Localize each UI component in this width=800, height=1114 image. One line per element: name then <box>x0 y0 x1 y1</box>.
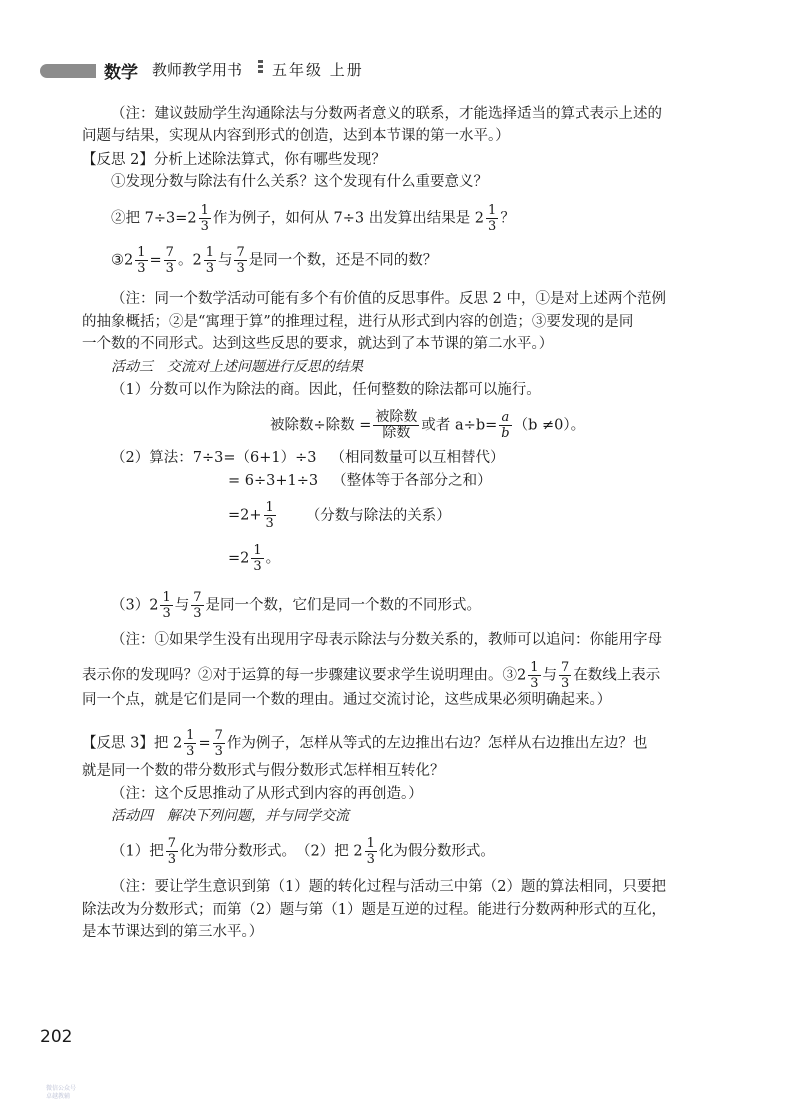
fraction-1-3: $\frac{1}{3}$ <box>162 590 171 621</box>
reflection3-line2: 就是同一个数的带分数形式与假分数形式怎样相互转化？ <box>82 763 445 779</box>
activity3-item2-line1: （2）算法：7÷3=（6+1）÷3 （相同数量可以互相替代） <box>111 450 505 466</box>
activity3-item2-line4: =2 $\frac{1}{3}$ 。 <box>228 543 281 574</box>
reflection2-q3: ③2 $\frac{1}{3}$ = $\frac{7}{3}$ 。2 $\frac{1}{3}$ 与 $\frac{7}{3}$ 是同一个数，还是不同的数？ <box>111 245 438 276</box>
note4-line2: 除法改为分数形式；而第（2）题与第（1）题是互逆的过程。能进行分数两种形式的互化， <box>82 902 666 918</box>
activity3-item3: （3）2 $\frac{1}{3}$ 与 $\frac{7}{3}$ 是同一个数，它们是同一个数的不同形式。 <box>111 590 482 621</box>
fraction-a-b: $\frac{a}{b}$ <box>501 410 510 441</box>
note1-line2: 问题与结果，实现从内容到形式的创造，达到本节课的第一水平。） <box>82 128 510 144</box>
note3-line2: 表示你的发现吗？②对于运算的每一步骤建议要求学生说明理由。③2 $\frac{1}{3}$ 与 $\frac{7}{3}$ 在数线上表示 <box>82 660 661 691</box>
fraction-1-3: $\frac{1}{3}$ <box>137 245 146 276</box>
fraction-1-3: $\frac{1}{3}$ <box>205 245 214 276</box>
fraction-1-3: $\frac{1}{3}$ <box>186 728 195 759</box>
activity3-item1: （1）分数可以作为除法的商。因此，任何整数的除法都可以施行。 <box>111 382 541 398</box>
fraction-1-3: $\frac{1}{3}$ <box>253 543 262 574</box>
watermark: 微信公众号 卓越教辅 <box>46 1085 77 1100</box>
fraction-dividend-divisor: $\frac{\text{被除数}}{\text{除数}}$ <box>375 409 418 441</box>
header-grade: 五年级 上册 <box>272 61 364 79</box>
fraction-1-3: $\frac{1}{3}$ <box>366 836 375 867</box>
activity3-item2-line3: =2+ $\frac{1}{3}$ （分数与除法的关系） <box>228 500 451 531</box>
fraction-7-3: $\frac{7}{3}$ <box>561 660 570 691</box>
activity3-formula: 被除数÷除数 = $\frac{\text{被除数}}{\text{除数}}$ 或者 a÷b= $\frac{a}{b}$ （b ≠0）。 <box>270 409 586 441</box>
fraction-1-3: $\frac{1}{3}$ <box>265 500 274 531</box>
note4-line1: （注：要让学生意识到第（1）题的转化过程与活动三中第（2）题的算法相同，只要把 <box>111 879 666 895</box>
header-book: 教师教学用书 <box>152 61 243 79</box>
note4-line3: 是本节课达到的第三水平。） <box>82 924 264 940</box>
note1-line1: （注：建议鼓励学生沟通除法与分数两者意义的联系，才能选择适当的算式表示上述的 <box>111 106 662 122</box>
reflection2-q2: ②把 7÷3=2 $\frac{1}{3}$ 作为例子，如何从 7÷3 出发算出结果是 2 $\frac{1}{3}$ ？ <box>111 203 515 234</box>
header-separator <box>258 60 263 78</box>
reflection2-title: 【反思 2】分析上述除法算式，你有哪些发现？ <box>82 152 386 168</box>
header-decor-bar <box>40 64 96 78</box>
note2-line3: 一个数的不同形式。达到这些反思的要求，就达到了本节课的第二水平。） <box>82 336 554 352</box>
activity3-title: 活动三 交流对上述问题进行反思的结果 <box>111 359 363 375</box>
reflection3-note: （注：这个反思推动了从形式到内容的再创造。） <box>111 786 423 802</box>
fraction-7-3: $\frac{7}{3}$ <box>165 245 174 276</box>
reflection3-line1: 【反思 3】把 2 $\frac{1}{3}$ = $\frac{7}{3}$ 作为例子，怎样从等式的左边推出右边？怎样从右边推出左边？也 <box>82 728 648 759</box>
page-number: 202 <box>40 1027 73 1047</box>
note3-line1: （注：①如果学生没有出现用字母表示除法与分数关系的，教师可以追问：你能用字母 <box>111 632 662 648</box>
reflection2-q1: ①发现分数与除法有什么关系？这个发现有什么重要意义？ <box>111 174 488 190</box>
fraction-7-3: $\frac{7}{3}$ <box>167 836 177 867</box>
fraction-1-3: $\frac{1}{3}$ <box>488 203 497 234</box>
activity3-item2-line2: = 6÷3+1÷3 （整体等于各部分之和） <box>228 473 492 489</box>
fraction-7-3: $\frac{7}{3}$ <box>236 245 245 276</box>
note3-line3: 同一个点，就是它们是同一个数的理由。通过交流讨论，这些成果必须明确起来。） <box>82 692 612 708</box>
note2-line1: （注：同一个数学活动可能有多个有价值的反思事件。反思 2 中，①是对上述两个范例 <box>111 291 666 307</box>
fraction-7-3: $\frac{7}{3}$ <box>193 590 202 621</box>
activity4-title: 活动四 解决下列问题，并与同学交流 <box>111 808 349 824</box>
fraction-7-3: $\frac{7}{3}$ <box>214 728 223 759</box>
header-subject: 数学 <box>104 63 138 83</box>
activity4-tasks: （1）把 $\frac{7}{3}$ 化为带分数形式。 （2）把 2 $\frac{1}{3}$ 化为假分数形式。 <box>111 836 495 867</box>
fraction-1-3: $\frac{1}{3}$ <box>530 660 539 691</box>
fraction-1-3: $\frac{1}{3}$ <box>200 203 209 234</box>
note2-line2: 的抽象概括；②是“寓理于算”的推理过程，进行从形式到内容的创造；③要发现的是同 <box>82 314 634 330</box>
